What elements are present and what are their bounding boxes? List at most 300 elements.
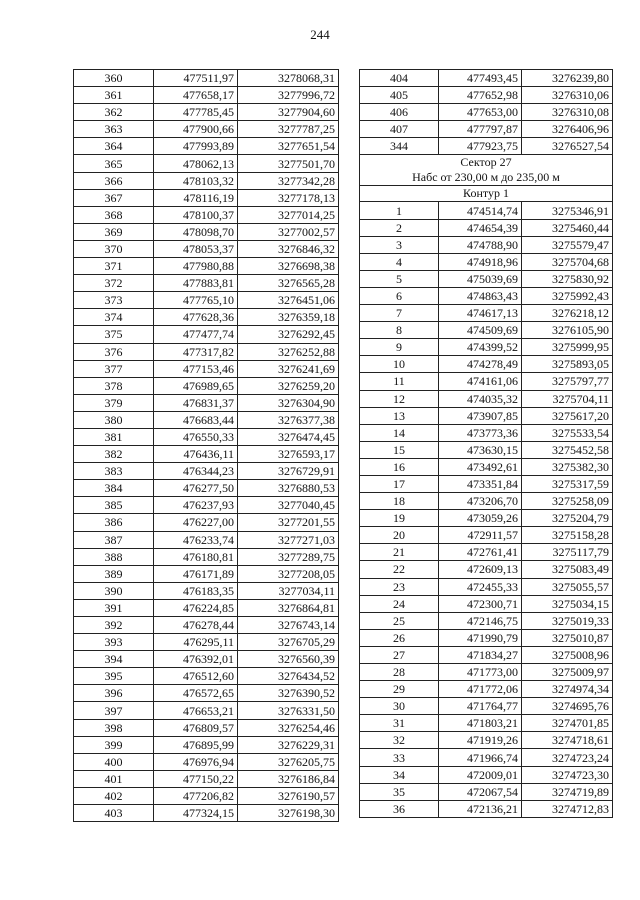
page-number: 244	[310, 27, 330, 42]
x-coordinate-cell: 476227,00	[154, 514, 238, 531]
table-row	[360, 339, 613, 356]
x-coordinate-cell: 471773,00	[439, 664, 522, 681]
point-number-cell: 383	[74, 463, 154, 480]
x-coordinate-cell: 475039,69	[439, 270, 522, 287]
table-row	[360, 749, 613, 766]
x-coordinate-cell: 477652,98	[439, 87, 522, 104]
x-coordinate-cell: 478098,70	[154, 223, 238, 240]
table-row	[360, 612, 613, 629]
x-coordinate-cell: 476183,35	[154, 582, 238, 599]
y-coordinate-cell: 3275382,30	[522, 458, 613, 475]
x-coordinate-cell: 472146,75	[439, 612, 522, 629]
x-coordinate-cell: 477883,81	[154, 275, 238, 292]
point-number-cell: 407	[360, 121, 439, 138]
table-row	[360, 407, 613, 424]
table-row	[360, 138, 613, 155]
x-coordinate-cell: 477493,45	[439, 70, 522, 87]
x-coordinate-cell: 471803,21	[439, 715, 522, 732]
x-coordinate-cell: 473907,85	[439, 407, 522, 424]
left-coordinates-table	[73, 69, 339, 822]
right-table-top-body	[360, 70, 613, 155]
point-number-cell: 2	[360, 219, 439, 236]
point-number-cell: 388	[74, 548, 154, 565]
y-coordinate-cell: 3276190,57	[238, 787, 339, 804]
table-row	[360, 629, 613, 646]
y-coordinate-cell: 3275617,20	[522, 407, 613, 424]
y-coordinate-cell: 3275010,87	[522, 629, 613, 646]
y-coordinate-cell: 3276846,32	[238, 240, 339, 257]
table-row	[360, 87, 613, 104]
point-number-cell: 1	[360, 202, 439, 219]
y-coordinate-cell: 3274718,61	[522, 732, 613, 749]
x-coordinate-cell: 472067,54	[439, 783, 522, 800]
x-coordinate-cell: 477797,87	[439, 121, 522, 138]
y-coordinate-cell: 3277501,70	[238, 155, 339, 172]
table-row	[74, 463, 339, 480]
point-number-cell: 406	[360, 104, 439, 121]
point-number-cell: 362	[74, 104, 154, 121]
table-row	[360, 475, 613, 492]
x-coordinate-cell: 477477,74	[154, 326, 238, 343]
table-row	[360, 510, 613, 527]
y-coordinate-cell: 3276390,52	[238, 685, 339, 702]
x-coordinate-cell: 476512,60	[154, 668, 238, 685]
table-row	[360, 561, 613, 578]
y-coordinate-cell: 3274723,24	[522, 749, 613, 766]
y-coordinate-cell: 3278068,31	[238, 70, 339, 87]
y-coordinate-cell: 3277904,60	[238, 104, 339, 121]
table-row	[74, 104, 339, 121]
y-coordinate-cell: 3275893,05	[522, 356, 613, 373]
table-row	[360, 424, 613, 441]
x-coordinate-cell: 472455,33	[439, 578, 522, 595]
table-row	[74, 719, 339, 736]
table-row	[74, 514, 339, 531]
x-coordinate-cell: 476683,44	[154, 411, 238, 428]
table-row	[74, 634, 339, 651]
point-number-cell: 375	[74, 326, 154, 343]
x-coordinate-cell: 472300,71	[439, 595, 522, 612]
y-coordinate-cell: 3277208,05	[238, 565, 339, 582]
y-coordinate-cell: 3276198,30	[238, 805, 339, 822]
y-coordinate-cell: 3275055,57	[522, 578, 613, 595]
point-number-cell: 395	[74, 668, 154, 685]
point-number-cell: 363	[74, 121, 154, 138]
y-coordinate-cell: 3275019,33	[522, 612, 613, 629]
x-coordinate-cell: 474617,13	[439, 305, 522, 322]
y-coordinate-cell: 3276218,12	[522, 305, 613, 322]
y-coordinate-cell: 3275704,11	[522, 390, 613, 407]
point-number-cell: 378	[74, 377, 154, 394]
y-coordinate-cell: 3277034,11	[238, 582, 339, 599]
x-coordinate-cell: 477153,46	[154, 360, 238, 377]
point-number-cell: 30	[360, 698, 439, 715]
x-coordinate-cell: 477206,82	[154, 787, 238, 804]
sector-title: Сектор 27	[460, 155, 512, 170]
x-coordinate-cell: 478116,19	[154, 189, 238, 206]
point-number-cell: 400	[74, 753, 154, 770]
point-number-cell: 26	[360, 629, 439, 646]
contour-title: Контур 1	[360, 186, 613, 202]
point-number-cell: 390	[74, 582, 154, 599]
x-coordinate-cell: 474278,49	[439, 356, 522, 373]
table-row	[360, 681, 613, 698]
point-number-cell: 403	[74, 805, 154, 822]
y-coordinate-cell: 3275117,79	[522, 544, 613, 561]
point-number-cell: 361	[74, 87, 154, 104]
point-number-cell: 34	[360, 766, 439, 783]
y-coordinate-cell: 3276434,52	[238, 668, 339, 685]
y-coordinate-cell: 3277651,54	[238, 138, 339, 155]
y-coordinate-cell: 3277342,28	[238, 172, 339, 189]
table-row	[74, 240, 339, 257]
x-coordinate-cell: 476237,93	[154, 497, 238, 514]
x-coordinate-cell: 471919,26	[439, 732, 522, 749]
table-row	[74, 548, 339, 565]
x-coordinate-cell: 472761,41	[439, 544, 522, 561]
table-row	[74, 736, 339, 753]
right-table-bottom-body	[360, 202, 613, 817]
point-number-cell: 373	[74, 292, 154, 309]
y-coordinate-cell: 3276474,45	[238, 428, 339, 445]
x-coordinate-cell: 476277,50	[154, 480, 238, 497]
table-row	[74, 617, 339, 634]
y-coordinate-cell: 3276565,28	[238, 275, 339, 292]
point-number-cell: 399	[74, 736, 154, 753]
y-coordinate-cell: 3276310,06	[522, 87, 613, 104]
x-coordinate-cell: 476436,11	[154, 446, 238, 463]
point-number-cell: 393	[74, 634, 154, 651]
y-coordinate-cell: 3275999,95	[522, 339, 613, 356]
sector-header	[360, 155, 613, 202]
x-coordinate-cell: 471764,77	[439, 698, 522, 715]
x-coordinate-cell: 477324,15	[154, 805, 238, 822]
x-coordinate-cell: 477658,17	[154, 87, 238, 104]
point-number-cell: 31	[360, 715, 439, 732]
table-row	[74, 411, 339, 428]
table-row	[74, 685, 339, 702]
table-row	[74, 223, 339, 240]
x-coordinate-cell: 474654,39	[439, 219, 522, 236]
y-coordinate-cell: 3276205,75	[238, 753, 339, 770]
y-coordinate-cell: 3276377,38	[238, 411, 339, 428]
y-coordinate-cell: 3275204,79	[522, 510, 613, 527]
table-row	[74, 360, 339, 377]
y-coordinate-cell: 3276406,96	[522, 121, 613, 138]
point-number-cell: 32	[360, 732, 439, 749]
y-coordinate-cell: 3276729,91	[238, 463, 339, 480]
x-coordinate-cell: 473492,61	[439, 458, 522, 475]
x-coordinate-cell: 471990,79	[439, 629, 522, 646]
table-row	[360, 458, 613, 475]
point-number-cell: 369	[74, 223, 154, 240]
point-number-cell: 368	[74, 206, 154, 223]
table-row	[74, 531, 339, 548]
y-coordinate-cell: 3275158,28	[522, 527, 613, 544]
point-number-cell: 360	[74, 70, 154, 87]
x-coordinate-cell: 476831,37	[154, 394, 238, 411]
point-number-cell: 21	[360, 544, 439, 561]
table-row	[360, 783, 613, 800]
x-coordinate-cell: 473773,36	[439, 424, 522, 441]
x-coordinate-cell: 473059,26	[439, 510, 522, 527]
y-coordinate-cell: 3276451,06	[238, 292, 339, 309]
table-row	[74, 343, 339, 360]
y-coordinate-cell: 3275460,44	[522, 219, 613, 236]
point-number-cell: 12	[360, 390, 439, 407]
x-coordinate-cell: 473630,15	[439, 441, 522, 458]
table-row	[360, 219, 613, 236]
point-number-cell: 24	[360, 595, 439, 612]
point-number-cell: 19	[360, 510, 439, 527]
x-coordinate-cell: 477900,66	[154, 121, 238, 138]
y-coordinate-cell: 3274719,89	[522, 783, 613, 800]
y-coordinate-cell: 3276560,39	[238, 651, 339, 668]
table-row	[74, 582, 339, 599]
y-coordinate-cell: 3277040,45	[238, 497, 339, 514]
x-coordinate-cell: 474514,74	[439, 202, 522, 219]
y-coordinate-cell: 3274701,85	[522, 715, 613, 732]
x-coordinate-cell: 472911,57	[439, 527, 522, 544]
y-coordinate-cell: 3276229,31	[238, 736, 339, 753]
y-coordinate-cell: 3276304,90	[238, 394, 339, 411]
table-row	[74, 480, 339, 497]
table-row	[74, 565, 339, 582]
x-coordinate-cell: 476809,57	[154, 719, 238, 736]
x-coordinate-cell: 476295,11	[154, 634, 238, 651]
table-row	[74, 206, 339, 223]
table-row	[74, 326, 339, 343]
point-number-cell: 17	[360, 475, 439, 492]
x-coordinate-cell: 471966,74	[439, 749, 522, 766]
table-row	[74, 599, 339, 616]
point-number-cell: 365	[74, 155, 154, 172]
y-coordinate-cell: 3274723,30	[522, 766, 613, 783]
y-coordinate-cell: 3274695,76	[522, 698, 613, 715]
point-number-cell: 344	[360, 138, 439, 155]
point-number-cell: 372	[74, 275, 154, 292]
table-row	[360, 287, 613, 304]
table-row	[74, 753, 339, 770]
y-coordinate-cell: 3276254,46	[238, 719, 339, 736]
table-row	[360, 305, 613, 322]
point-number-cell: 11	[360, 373, 439, 390]
x-coordinate-cell: 471834,27	[439, 646, 522, 663]
y-coordinate-cell: 3277271,03	[238, 531, 339, 548]
x-coordinate-cell: 474918,96	[439, 253, 522, 270]
y-coordinate-cell: 3276310,08	[522, 104, 613, 121]
x-coordinate-cell: 476989,65	[154, 377, 238, 394]
table-row	[360, 527, 613, 544]
point-number-cell: 27	[360, 646, 439, 663]
table-row	[74, 138, 339, 155]
table-row	[360, 390, 613, 407]
x-coordinate-cell: 473351,84	[439, 475, 522, 492]
point-number-cell: 33	[360, 749, 439, 766]
table-row	[360, 800, 613, 817]
point-number-cell: 29	[360, 681, 439, 698]
contour-header-row	[360, 186, 613, 202]
x-coordinate-cell: 477317,82	[154, 343, 238, 360]
table-row	[360, 104, 613, 121]
point-number-cell: 28	[360, 664, 439, 681]
table-row	[360, 715, 613, 732]
x-coordinate-cell: 474509,69	[439, 322, 522, 339]
table-row	[360, 646, 613, 663]
table-row	[74, 292, 339, 309]
table-row	[74, 394, 339, 411]
y-coordinate-cell: 3275346,91	[522, 202, 613, 219]
table-row	[74, 258, 339, 275]
x-coordinate-cell: 476572,65	[154, 685, 238, 702]
table-row	[360, 544, 613, 561]
point-number-cell: 364	[74, 138, 154, 155]
y-coordinate-cell: 3276864,81	[238, 599, 339, 616]
table-row	[360, 493, 613, 510]
point-number-cell: 401	[74, 770, 154, 787]
point-number-cell: 14	[360, 424, 439, 441]
y-coordinate-cell: 3275034,15	[522, 595, 613, 612]
point-number-cell: 397	[74, 702, 154, 719]
table-row	[74, 805, 339, 822]
x-coordinate-cell: 472609,13	[439, 561, 522, 578]
y-coordinate-cell: 3276359,18	[238, 309, 339, 326]
point-number-cell: 15	[360, 441, 439, 458]
x-coordinate-cell: 476976,94	[154, 753, 238, 770]
table-row	[360, 664, 613, 681]
point-number-cell: 391	[74, 599, 154, 616]
point-number-cell: 379	[74, 394, 154, 411]
sector-subtitle: Набс от 230,00 м до 235,00 м	[412, 170, 560, 185]
table-row	[74, 87, 339, 104]
x-coordinate-cell: 476224,85	[154, 599, 238, 616]
x-coordinate-cell: 472009,01	[439, 766, 522, 783]
y-coordinate-cell: 3275830,92	[522, 270, 613, 287]
y-coordinate-cell: 3277002,57	[238, 223, 339, 240]
y-coordinate-cell: 3276259,20	[238, 377, 339, 394]
point-number-cell: 389	[74, 565, 154, 582]
table-row	[360, 732, 613, 749]
point-number-cell: 18	[360, 493, 439, 510]
point-number-cell: 377	[74, 360, 154, 377]
x-coordinate-cell: 477511,97	[154, 70, 238, 87]
point-number-cell: 392	[74, 617, 154, 634]
y-coordinate-cell: 3275009,97	[522, 664, 613, 681]
sector-header-cell	[360, 155, 613, 186]
y-coordinate-cell: 3275579,47	[522, 236, 613, 253]
x-coordinate-cell: 476392,01	[154, 651, 238, 668]
y-coordinate-cell: 3276105,90	[522, 322, 613, 339]
point-number-cell: 382	[74, 446, 154, 463]
x-coordinate-cell: 478062,13	[154, 155, 238, 172]
table-row	[74, 446, 339, 463]
x-coordinate-cell: 477980,88	[154, 258, 238, 275]
y-coordinate-cell: 3276705,29	[238, 634, 339, 651]
table-row	[360, 70, 613, 87]
point-number-cell: 7	[360, 305, 439, 322]
point-number-cell: 20	[360, 527, 439, 544]
right-coordinates-table	[359, 69, 613, 818]
sector-header-row	[360, 155, 613, 186]
table-row	[74, 668, 339, 685]
y-coordinate-cell: 3276241,69	[238, 360, 339, 377]
point-number-cell: 385	[74, 497, 154, 514]
table-row	[360, 578, 613, 595]
x-coordinate-cell: 474161,06	[439, 373, 522, 390]
y-coordinate-cell: 3275452,58	[522, 441, 613, 458]
x-coordinate-cell: 478053,37	[154, 240, 238, 257]
x-coordinate-cell: 477785,45	[154, 104, 238, 121]
y-coordinate-cell: 3276331,50	[238, 702, 339, 719]
point-number-cell: 396	[74, 685, 154, 702]
table-row	[360, 356, 613, 373]
y-coordinate-cell: 3275008,96	[522, 646, 613, 663]
point-number-cell: 35	[360, 783, 439, 800]
table-row	[74, 70, 339, 87]
point-number-cell: 384	[74, 480, 154, 497]
y-coordinate-cell: 3275797,77	[522, 373, 613, 390]
x-coordinate-cell: 474399,52	[439, 339, 522, 356]
y-coordinate-cell: 3275083,49	[522, 561, 613, 578]
table-row	[360, 441, 613, 458]
x-coordinate-cell: 474035,32	[439, 390, 522, 407]
point-number-cell: 371	[74, 258, 154, 275]
y-coordinate-cell: 3276593,17	[238, 446, 339, 463]
point-number-cell: 3	[360, 236, 439, 253]
point-number-cell: 404	[360, 70, 439, 87]
table-row	[74, 428, 339, 445]
y-coordinate-cell: 3276252,88	[238, 343, 339, 360]
y-coordinate-cell: 3275704,68	[522, 253, 613, 270]
x-coordinate-cell: 476180,81	[154, 548, 238, 565]
point-number-cell: 8	[360, 322, 439, 339]
x-coordinate-cell: 477653,00	[439, 104, 522, 121]
table-row	[74, 702, 339, 719]
table-row	[360, 373, 613, 390]
x-coordinate-cell: 471772,06	[439, 681, 522, 698]
y-coordinate-cell: 3277787,25	[238, 121, 339, 138]
point-number-cell: 10	[360, 356, 439, 373]
point-number-cell: 381	[74, 428, 154, 445]
point-number-cell: 25	[360, 612, 439, 629]
x-coordinate-cell: 477150,22	[154, 770, 238, 787]
point-number-cell: 380	[74, 411, 154, 428]
x-coordinate-cell: 477993,89	[154, 138, 238, 155]
table-row	[360, 595, 613, 612]
table-row	[360, 270, 613, 287]
table-row	[360, 253, 613, 270]
point-number-cell: 36	[360, 800, 439, 817]
y-coordinate-cell: 3276880,53	[238, 480, 339, 497]
x-coordinate-cell: 474788,90	[439, 236, 522, 253]
point-number-cell: 23	[360, 578, 439, 595]
y-coordinate-cell: 3274712,83	[522, 800, 613, 817]
x-coordinate-cell: 476653,21	[154, 702, 238, 719]
point-number-cell: 4	[360, 253, 439, 270]
table-row	[74, 309, 339, 326]
point-number-cell: 5	[360, 270, 439, 287]
table-row	[74, 275, 339, 292]
point-number-cell: 398	[74, 719, 154, 736]
y-coordinate-cell: 3275533,54	[522, 424, 613, 441]
y-coordinate-cell: 3277178,13	[238, 189, 339, 206]
table-row	[74, 770, 339, 787]
y-coordinate-cell: 3276698,38	[238, 258, 339, 275]
y-coordinate-cell: 3277996,72	[238, 87, 339, 104]
table-row	[360, 202, 613, 219]
table-row	[360, 121, 613, 138]
point-number-cell: 9	[360, 339, 439, 356]
